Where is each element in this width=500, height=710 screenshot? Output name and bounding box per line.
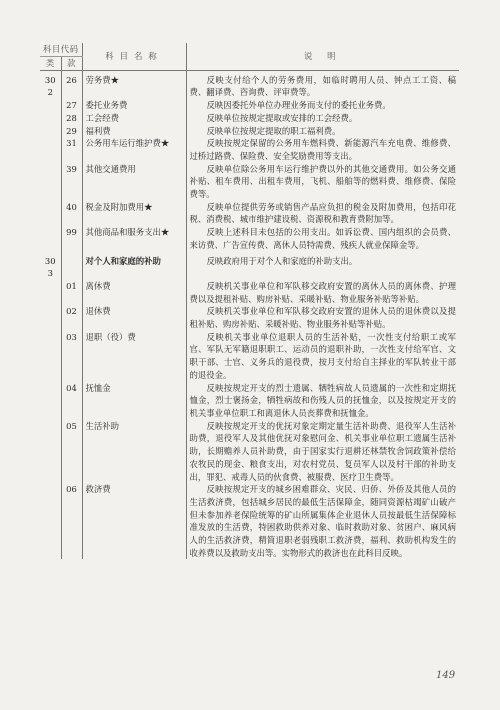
table-row bbox=[40, 280, 459, 305]
row-kuan-code: 26 bbox=[66, 74, 77, 85]
row-kuan-code: 99 bbox=[66, 227, 77, 238]
row-subject-name: 税金及附加费用★ bbox=[85, 201, 153, 212]
row-subject-name: 离休费 bbox=[85, 280, 111, 291]
table-row bbox=[40, 201, 459, 226]
row-kuan-code: 27 bbox=[66, 100, 77, 111]
row-description: 反映支付给个人的劳务费用，如临时聘用人员、钟点工工资、稿费、翻译费、咨询费、评审费等。 bbox=[189, 74, 456, 98]
row-description: 反映单位按规定提取的职工福利费。 bbox=[206, 125, 341, 136]
table-row bbox=[40, 305, 459, 330]
table-row bbox=[40, 226, 459, 251]
row-kuan-code: 31 bbox=[66, 138, 77, 149]
row-lei-code: 302 bbox=[44, 74, 56, 98]
table-row bbox=[40, 99, 459, 112]
row-description: 反映单位按规定提取或安排的工会经费。 bbox=[206, 112, 358, 123]
row-kuan-code: 39 bbox=[66, 163, 77, 174]
row-description: 反映上述科目未包括的公用支出。如诉讼费、国内组织的会员费、来访费、广告宣传费、离休人员特需费、残疾人就业保障金等。 bbox=[189, 227, 456, 250]
row-kuan-code: 04 bbox=[66, 382, 77, 393]
table-row bbox=[40, 70, 459, 99]
row-subject-name: 救济费 bbox=[85, 484, 111, 495]
row-kuan-code: 40 bbox=[66, 201, 77, 212]
row-subject-name: 退休费 bbox=[85, 306, 111, 317]
row-description: 反映因委托外单位办理业务而支付的委托业务费。 bbox=[206, 100, 391, 111]
row-subject-name: 生活补助 bbox=[85, 420, 119, 431]
header-kuan: 款 bbox=[61, 57, 82, 71]
header-name: 科目名称 bbox=[82, 43, 186, 70]
table-body bbox=[40, 70, 459, 559]
table-row bbox=[40, 125, 459, 138]
row-description: 反映政府用于对个人和家庭的补助支出。 bbox=[206, 255, 358, 266]
row-description: 反映单位提供劳务或销售产品应负担的税金及附加费用，包括印花税、消费税、城市维护建设税、资源税和教育费附加等。 bbox=[189, 201, 456, 225]
header-lei: 类 bbox=[40, 57, 61, 71]
header-code: 科目代码 bbox=[40, 43, 82, 57]
page-number: 149 bbox=[436, 670, 456, 681]
row-subject-name: 其他交通费用 bbox=[85, 163, 136, 174]
row-kuan-code: 02 bbox=[66, 306, 77, 317]
table-row bbox=[40, 112, 459, 125]
subject-table bbox=[40, 43, 459, 559]
row-kuan-code: 28 bbox=[66, 112, 77, 123]
table-row bbox=[40, 137, 459, 162]
table-row bbox=[40, 420, 459, 484]
table-row bbox=[40, 163, 459, 201]
row-subject-name: 退职（役）费 bbox=[85, 331, 136, 342]
row-lei-code: 303 bbox=[44, 255, 56, 279]
table-header bbox=[40, 43, 459, 70]
row-kuan-code: 06 bbox=[66, 484, 77, 495]
row-subject-name: 其他商品和服务支出★ bbox=[85, 227, 170, 238]
row-kuan-code: 05 bbox=[66, 420, 77, 431]
row-description: 反映机关事业单位和军队移交政府安置的离休人员的离休费、护理费以及提租补贴、购房补贴、采暖补贴、物业服务补贴等补贴。 bbox=[189, 280, 456, 304]
row-kuan-code: 03 bbox=[66, 331, 77, 342]
row-subject-name: 抚恤金 bbox=[85, 382, 111, 393]
row-subject-name: 委托业务费 bbox=[85, 100, 128, 111]
row-description: 反映按规定保留的公务用车燃料费、新能源汽车充电费、维修费、过桥过路费、保险费、安全奖励费用等支出。 bbox=[189, 138, 456, 161]
header-desc: 说 明 bbox=[186, 43, 459, 70]
row-description: 反映机关事业单位退职人员的生活补贴，一次性支付给职工或军官、军队无军籍退职职工、运动员的退职补助，一次性支付给军官、文职干部、士官、义务兵的退役费，按月支付给自主择业的军队转业干部的退役金。 bbox=[189, 331, 456, 380]
row-subject-name: 公务用车运行维护费★ bbox=[85, 138, 170, 149]
row-kuan-code: 01 bbox=[66, 280, 77, 291]
row-subject-name: 福利费 bbox=[85, 125, 111, 136]
row-subject-name: 劳务费★ bbox=[85, 74, 119, 85]
row-description: 反映按规定开支的烈士遗属、牺牲病故人员遗属的一次性和定期抚恤金，烈士褒扬金，牺牲病故和伤残人员的抚恤金，以及按规定开支的机关事业单位职工和离退休人员丧葬费和抚恤金。 bbox=[189, 382, 456, 418]
row-description: 反映单位除公务用车运行维护费以外的其他交通费用。如公务交通补贴、租车费用、出租车费用，飞机、船舶等的燃料费、维修费、保险费等。 bbox=[189, 163, 456, 200]
row-kuan-code: 29 bbox=[66, 125, 77, 136]
row-subject-name: 工会经费 bbox=[85, 112, 119, 123]
row-subject-name: 对个人和家庭的补助 bbox=[85, 255, 161, 266]
row-description: 反映按规定开支的优抚对象定期定量生活补助费、退役军人生活补助费，退役军人及其他优抚对象慰问金、机关事业单位职工遗属生活补助，长期赡养人员补助费，由于国家实行退耕还林禁牧舍饲政策补偿给农牧民的现金、粮食支出，对农村党员、复员军人以及村干部的补助支出，罪犯、戒毒人员的伙食费、被服费、医疗卫生费等。 bbox=[189, 420, 456, 482]
row-description: 反映机关事业单位和军队移交政府安置的退休人员的退休费以及提租补贴、购房补贴、采暖补贴、物业服务补贴等补贴。 bbox=[189, 306, 456, 330]
table-row bbox=[40, 252, 459, 280]
table-row bbox=[40, 331, 459, 382]
table-row bbox=[40, 382, 459, 420]
table-row bbox=[40, 483, 459, 559]
row-description: 反映按规定开支的城乡困难群众、灾民、归侨、外侨及其他人员的生活救济费，包括城乡居民的最低生活保障金，随同资源枯竭矿山破产但未参加养老保险统筹的矿山所属集体企业退休人员按最低生活保障标准发放的生活费，特困救助供养对象、临时救助对象、贫困户、麻风病人的生活救济费，精简退职老弱残职工救济费，福利、救助机构发生的收养费以及救助支出等。实物形式的救济也在此科目反映。 bbox=[189, 484, 456, 558]
